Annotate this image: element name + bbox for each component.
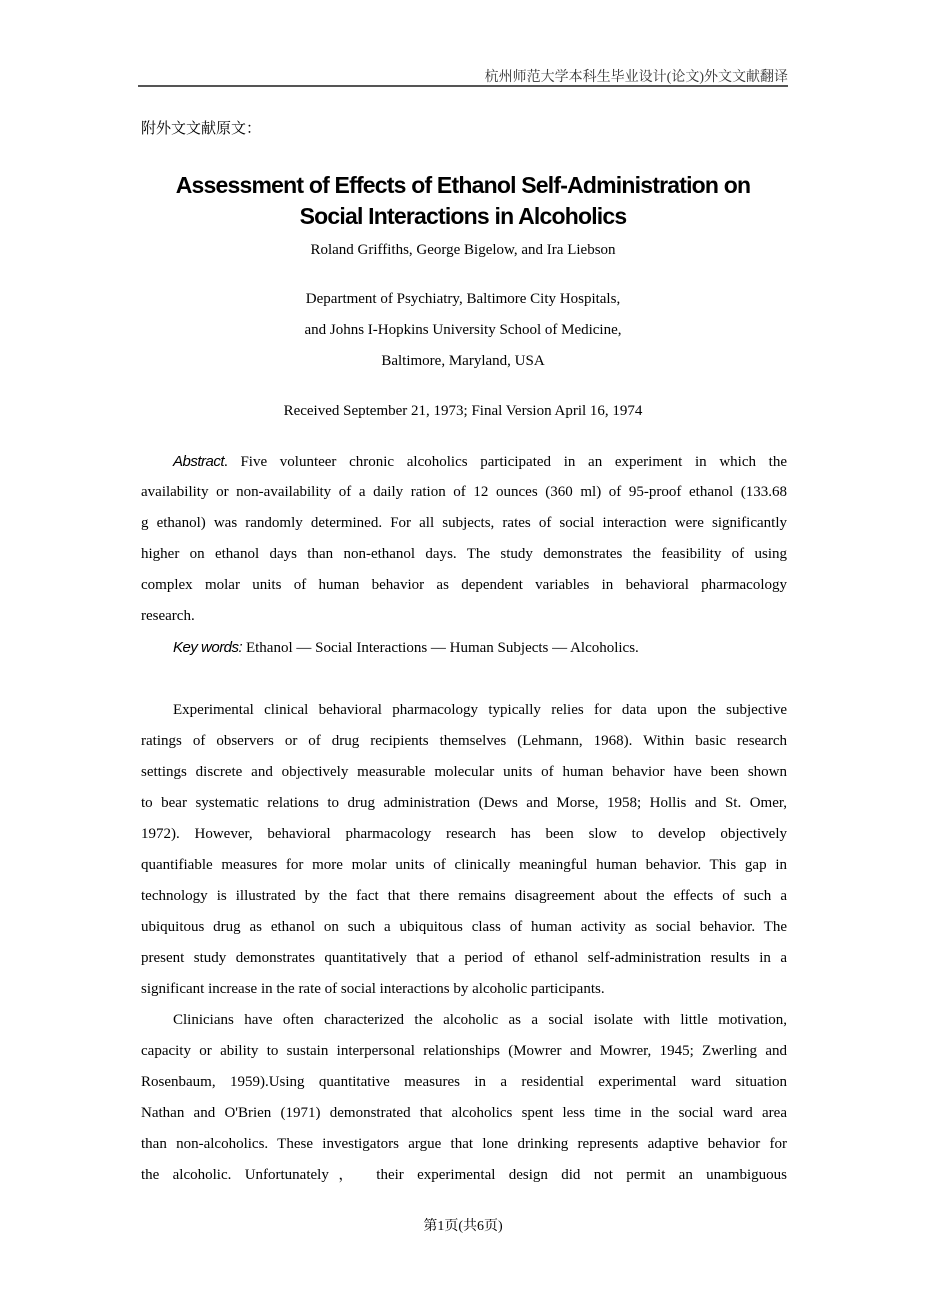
body-line: capacity or ability to sustain interpersonal relationships (Mowrer and Mowrer, 1945; Zwerling and (141, 1043, 787, 1059)
body-line: the alcoholic. Unfortunately， their experimental design did not permit an unambiguous (141, 1167, 787, 1183)
abstract-line (141, 446, 787, 477)
abstract (141, 446, 787, 632)
body-line: ubiquitous drug as ethanol on such a ubiquitous class of human activity as social behavior. The (141, 919, 787, 935)
abstract-line: complex molar units of human behavior as dependent variables in behavioral pharmacology (141, 577, 787, 593)
keywords-label: Key words: (173, 639, 243, 656)
body-line: settings discrete and objectively measurable molecular units of human behavior have been shown (141, 764, 787, 780)
abstract-line: availability or non-availability of a daily ration of 12 ounces (360 ml) of 95-proof ethanol (133.68 (141, 484, 787, 500)
title-line: Assessment of Effects of Ethanol Self-Administration on (175, 172, 751, 198)
abstract-line: research. (141, 608, 195, 624)
page-number: 第1页(共6页) (423, 1219, 503, 1234)
abstract-line: g ethanol) was randomly determined. For all subjects, rates of social interaction were significantly (141, 515, 787, 531)
body-line: present study demonstrates quantitatively that a period of ethanol self-administration results in a (141, 950, 787, 966)
affiliation-line: Department of Psychiatry, Baltimore City Hospitals, (305, 291, 621, 307)
abstract-label: Abstract (173, 453, 225, 470)
section-label: 附外文文献原文： (141, 121, 262, 137)
abstract-line: higher on ethanol days than non-ethanol days. The study demonstrates the feasibility of using (141, 546, 787, 562)
abstract-text: . Five volunteer chronic alcoholics participated in an experiment in which the (224, 454, 787, 470)
body-line: 1972). However, behavioral pharmacology research has been slow to develop objectively (141, 826, 787, 842)
affiliation-line: and Johns I-Hopkins University School of Medicine, (304, 322, 622, 338)
running-header: 杭州师范大学本科生毕业设计(论文)外文文献翻译 (484, 70, 788, 85)
keywords-text: Ethanol — Social Interactions — Human Subjects — Alcoholics. (242, 640, 639, 656)
body-line: Nathan and O'Brien (1971) demonstrated that alcoholics spent less time in the social ward area (141, 1105, 787, 1121)
body-text (141, 695, 787, 1191)
body-line: Clinicians have often characterized the alcoholic as a social isolate with little motivation, (173, 1012, 787, 1028)
body-line: ratings of observers or of drug recipients themselves (Lehmann, 1968). Within basic research (141, 733, 787, 749)
affiliation-line: Baltimore, Maryland, USA (381, 353, 545, 369)
title-line: Social Interactions in Alcoholics (299, 203, 627, 229)
body-line: Experimental clinical behavioral pharmacology typically relies for data upon the subjective (173, 702, 787, 718)
paper-title (0, 170, 926, 232)
affiliation (0, 284, 926, 377)
authors: Roland Griffiths, George Bigelow, and Ira Liebson (310, 242, 616, 258)
body-line: technology is illustrated by the fact that there remains disagreement about the effects of such a (141, 888, 787, 904)
body-line: quantifiable measures for more molar units of clinically meaningful human behavior. This gap in (141, 857, 787, 873)
received-dates: Received September 21, 1973; Final Version April 16, 1974 (283, 403, 643, 419)
paragraph (141, 1005, 787, 1191)
body-line: to bear systematic relations to drug administration (Dews and Morse, 1958; Hollis and St. Omer, (141, 795, 787, 811)
body-line: Rosenbaum, 1959).Using quantitative measures in a residential experimental ward situation (141, 1074, 787, 1090)
keywords (141, 632, 787, 663)
body-line: significant increase in the rate of social interactions by alcoholic participants. (141, 981, 605, 997)
paragraph (141, 695, 787, 1005)
header-rule (138, 85, 788, 87)
body-line: than non-alcoholics. These investigators argue that lone drinking represents adaptive behavior for (141, 1136, 787, 1152)
